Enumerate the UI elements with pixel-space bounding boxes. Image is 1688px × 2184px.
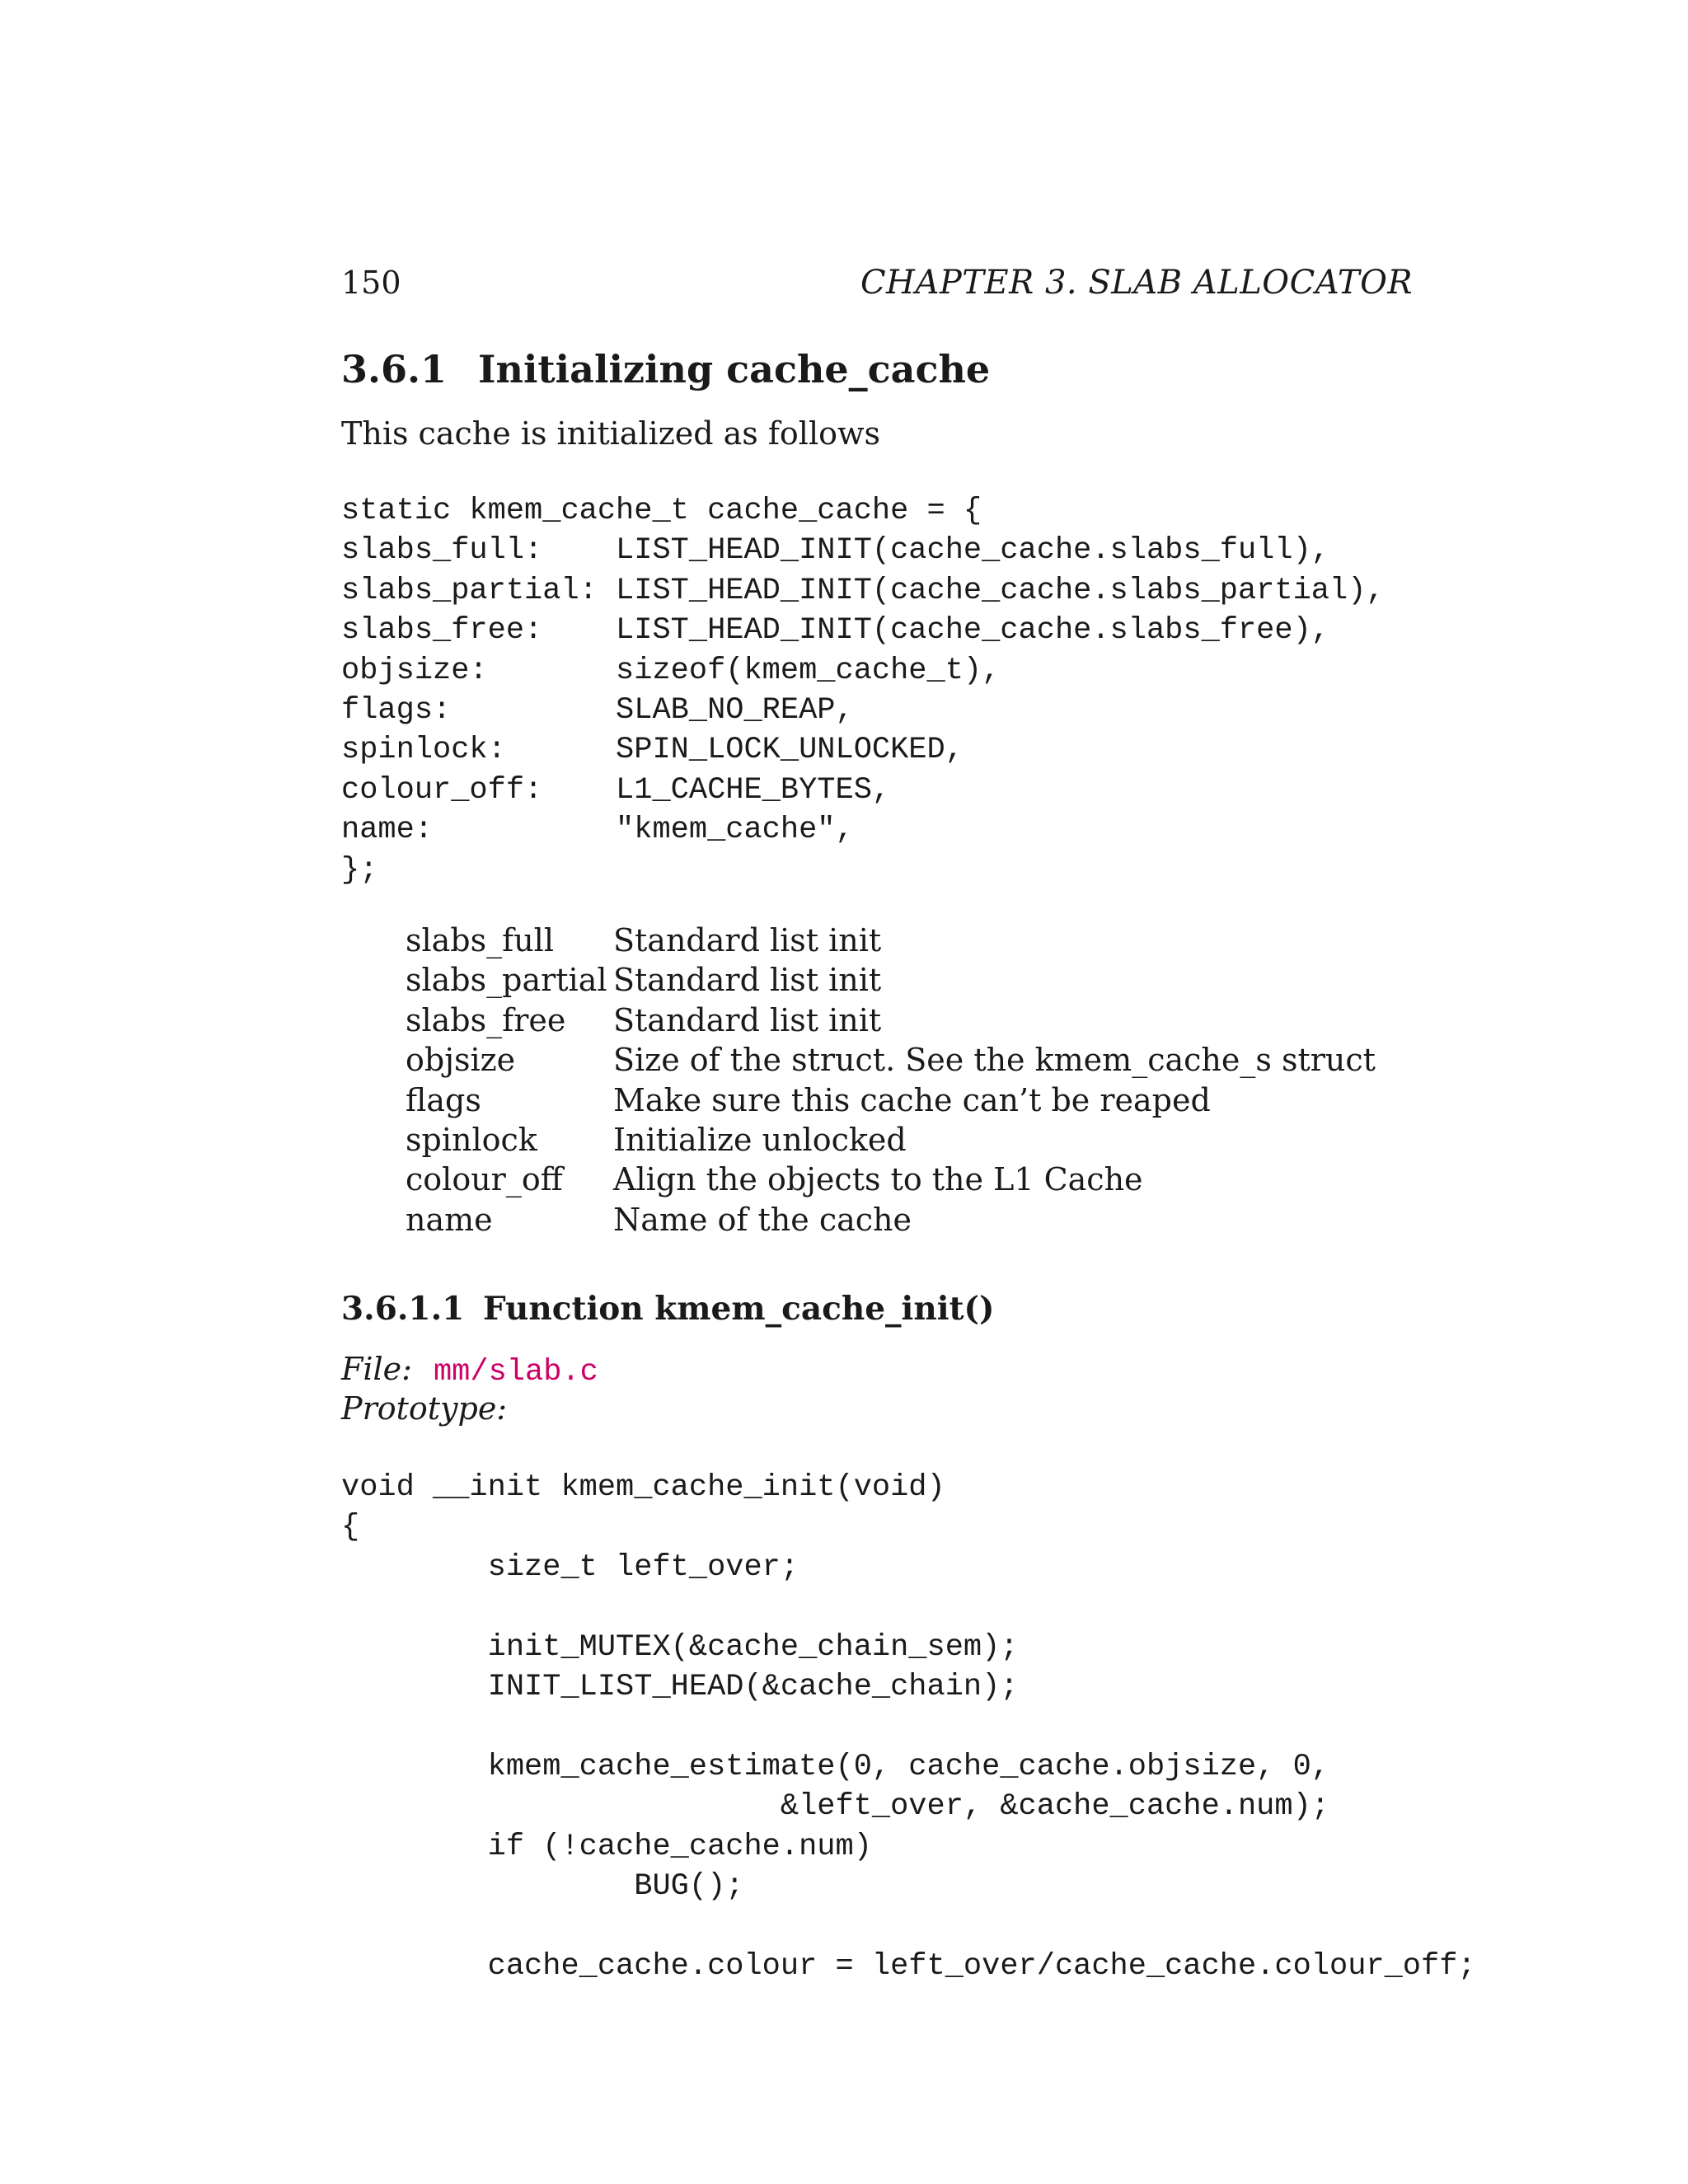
table-row xyxy=(406,1160,1376,1199)
field-name-cell: colour_off xyxy=(406,1161,563,1198)
file-path-link[interactable]: mm/slab.c xyxy=(433,1355,598,1390)
table-row xyxy=(406,1120,1376,1160)
field-name-cell: objsize xyxy=(406,1042,516,1079)
section-number: 3.6.1 xyxy=(341,347,448,391)
subsection-title xyxy=(341,1287,994,1330)
table-row xyxy=(406,921,1376,960)
subsection-title-text: Function kmem_cache_init() xyxy=(483,1290,995,1328)
field-description-cell: Size of the struct. See the kmem_cache_s struct xyxy=(613,1042,1376,1079)
field-name-cell: name xyxy=(406,1201,493,1238)
prototype-label: Prototype: xyxy=(341,1390,508,1427)
field-description-cell: Initialize unlocked xyxy=(613,1122,907,1159)
field-description-cell: Make sure this cache can’t be reaped xyxy=(613,1081,1211,1118)
running-head: CHAPTER 3. SLAB ALLOCATOR xyxy=(860,264,1413,302)
section-title xyxy=(341,344,990,394)
field-name-cell: spinlock xyxy=(406,1122,537,1159)
intro-paragraph: This cache is initialized as follows xyxy=(341,415,881,452)
field-name-cell: slabs_partial xyxy=(406,962,607,999)
table-row xyxy=(406,1200,1376,1240)
file-label: File: xyxy=(341,1351,412,1387)
table-row xyxy=(406,1001,1376,1040)
subsection-number: 3.6.1.1 xyxy=(341,1290,465,1328)
file-line xyxy=(341,1348,598,1393)
table-row xyxy=(406,960,1376,1000)
field-name-cell: slabs_full xyxy=(406,922,554,958)
section-title-text: Initializing cache_cache xyxy=(478,347,991,391)
code-block-struct: static kmem_cache_t cache_cache = { slabs_full: LIST_HEAD_INIT(cache_cache.slabs_full), slabs_partial: LIST_HEAD_INIT(cache_cache.slabs_partial), slabs_free: LIST_HEAD_INIT(cache_cache.slabs_free), objsize: sizeof(kmem_cache_t), flags: SLAB_NO_REAP, spinlock: SPIN_LOCK_UNLOCKED, colour_off: L1_CACHE_BYTES, name: "kmem_cache", }; xyxy=(341,494,1385,888)
field-name-cell: slabs_free xyxy=(406,1001,566,1038)
field-name-cell: flags xyxy=(406,1081,481,1118)
field-description-cell: Name of the cache xyxy=(613,1201,912,1238)
field-description-cell: Standard list init xyxy=(613,962,882,999)
table-row xyxy=(406,1040,1376,1080)
table-row xyxy=(406,1080,1376,1120)
code-block-function: void __init kmem_cache_init(void) { size_t left_over; init_MUTEX(&cache_chain_sem); INIT_LIST_HEAD(&cache_chain); kmem_cache_estimate(0, cache_cache.objsize, 0, &left_over, &cache_cache.num); if (!cache_cache.num) BUG(); cache_cache.colour = left_over/cache_cache.colour_off; xyxy=(341,1470,1476,1984)
page-number: 150 xyxy=(341,265,401,301)
field-description-cell: Standard list init xyxy=(613,922,882,958)
field-description-cell: Standard list init xyxy=(613,1001,882,1038)
field-description-table xyxy=(406,921,1376,1240)
field-description-cell: Align the objects to the L1 Cache xyxy=(613,1161,1143,1198)
